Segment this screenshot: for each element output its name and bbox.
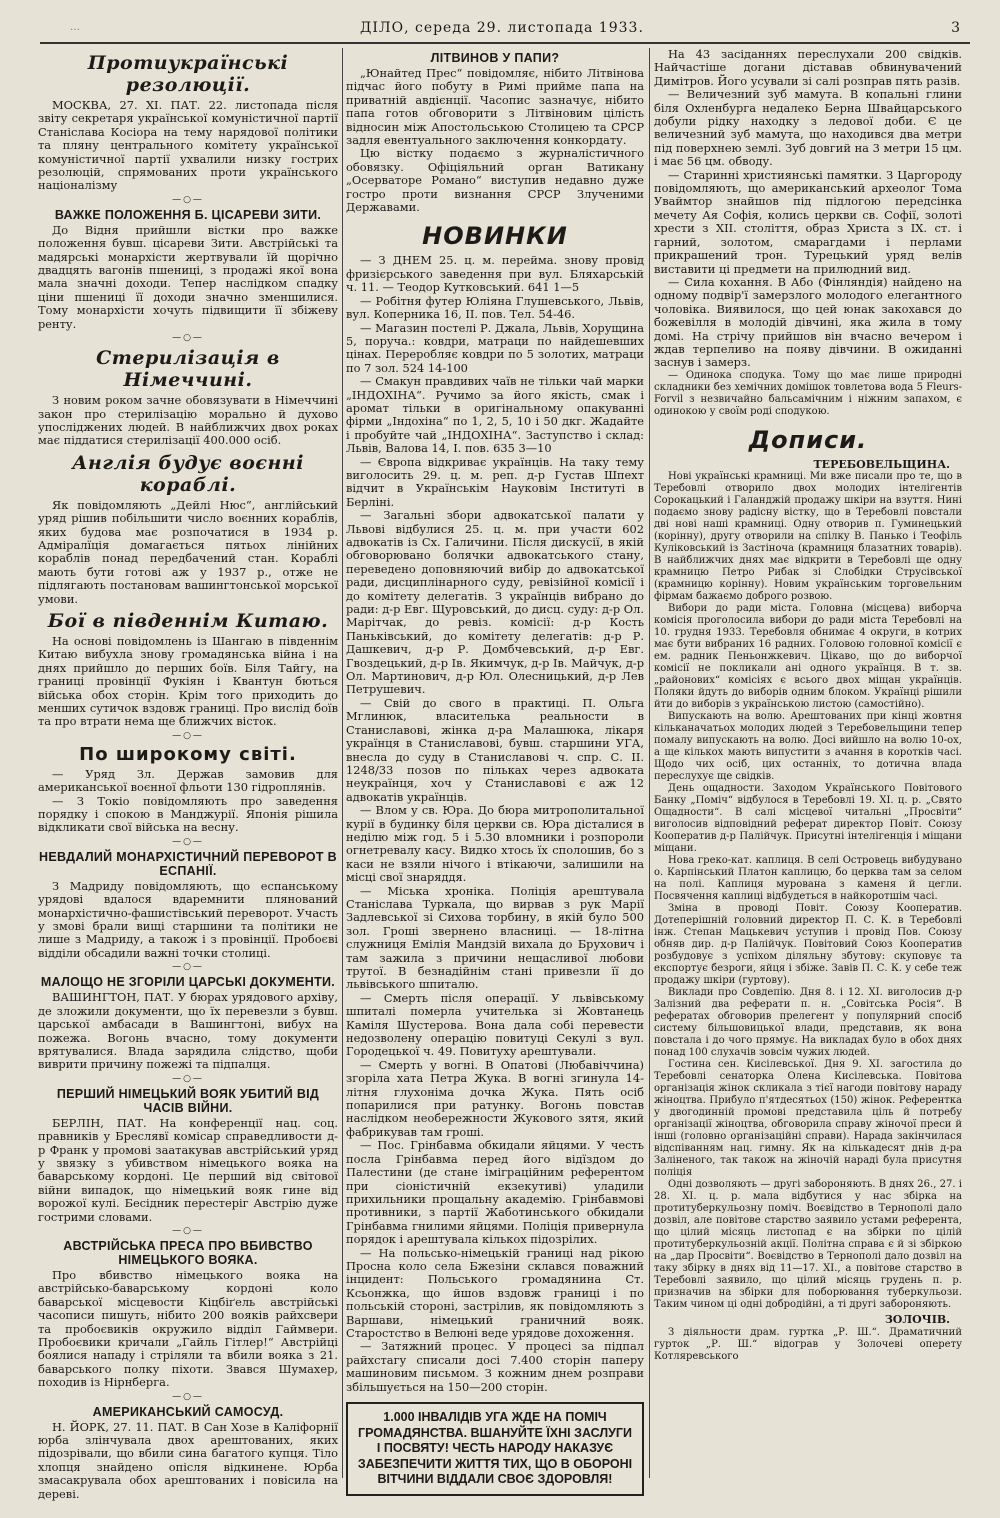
list-item: Гостина сен. Кисілевської. Дня 9. XI. загостила до Теребовлі сенаторка Олена Кисілевська. Повітова організація жінок скликала з тієї нагоди повітову нараду жіноцтва. Прибуло п'ятдесятьох (150) жінок. Референтка у двогодинній промові представила ціль й потребу організації жіноцтва, обговорила справу жіночої преси й інші (головно організаційні справи). Нарада закінчилася відспіванням нац. гимну. Як на кількадесят днів д-ра Заліненого, так також на жіночій нараді була присутня поліція [654,1059,962,1179]
list-item: — Свій до свого в практиці. П. Ольга Мглинюк, власителька реальности в Станиславові, жінка д-ра Малашюка, лікаря українця в Станиславові, бувш. старшини УГА, внесла до суду в Станиславові ч. спр. С. II. 1248/33 позов по пільках через адвоката неукраїнця, хоч у Станиславові є аж 12 адвокатів українців. [346,695,644,804]
list-item: Одні дозволяють — другі забороняють. В днях 26., 27. і 28. XI. ц. р. мала відбутися у нас збірка на протитуберкульозну поміч. Воєвідство в Тернополі дало дозвіл, але повітове старство заявило устами референта, що цілий місяць листопад є на збірки по цілій протитуберкульозній акції. Політна справа є й зі збіркою на „дар Просвіти“. Воєвідство в Тернополі дало дозвіл на таку збірку в днях від 11—17. XI., а повітове старство в Теребовлі заявило, що цілий місяць грудень п. р. призначив на збірки для поборювання туберкульози. Таким чином ці одні добродійні, а ті другі забороняють. [654,1179,962,1311]
list-item: Нова греко-кат. каплиця. В селі Островець вибудувано о. Карпінський Платон каплицю, бо церква там за селом на полі. Каплиця мурована з каменя й цегли. Посвячення каплиці відбудеться в найкоротшім часі. [654,855,962,903]
headline: По широкому світі. [79,743,297,765]
advertisement: — Одинока сподука. Тому що має лише природні складники без хемічних домішок товлетова вода 5 Fleurs-Forvil з незвичайно бальсамічним і ніжним запахом, є одинокою у своїм роді сподукою. [654,369,962,417]
headline: Протиукраїнські резолюції. [87,52,289,96]
list-item: — Величезний зуб мамута. В копальні глини біля Охленбурга недалеко Берна Швайцарського добули рідку находку з ледової доби. Є це величезний зуб мамута, що находився два метри під поверхнею землі. Зуб довгий на 3 метри 15 цм. і має 56 цм. обводу. [654,87,962,169]
dateline: ТЕРЕБОВЕЛЬЩИНА. [813,457,950,471]
list-item: — Влом у св. Юра. До бюра митрополитальної курії в будинку біля церкви св. Юра дісталися в неділю між год. 5 і 5.30 вломники і розпороли огнетревалу касу. Видко хтось їх сполошив, бо з каси не взяли нічого і втікаючи, залишили на місці свої знаряддя. [346,803,644,885]
news-list [654,88,962,370]
news-list [346,254,644,1394]
list-item: — Смакун правдивих чаїв не тільки чай марки „ІНДОХІНА“. Ручимо за його якість, смак і аромат тільки в оригінальному опакуванні фірми „Індохіна“ по 1, 2, 5, 10 і 50 дкг. Жадайте і пробуйте чай „ІНДОХІНА“. Заступство і склад: Львів, Валова 14, І. пов. 635 3—10 [346,374,644,456]
article-body: ВАШИНГТОН, ПАТ. У бюрах урядового архіву, де зложили документи, що їх перевезли з бувш. царської амбасади в Вашингтоні, вибух на пожежа. Вогонь вчасно, тому документи врятувалися. Влада зарядила слідство, щоби виврити причину пожежі та підпалця. [38,990,338,1072]
list-item: — Міська хроніка. Поліція арештувала Станіслава Туркала, що вирвав з рук Марії Задлевської зі Сихова торбину, в якій було 500 зол. Гроші звернено власниці. — 18-літна служниця Емілія Мандзій вихала до Брухович і там зажила з причини нещасливої любови трутої. В безнадійнім стані привезли її до львівського шпиталю. [346,883,644,992]
article-body: На 43 засіданнях переслухали 200 свідків. Найчастіше догани діставав обвинувачений Димітров. Його усували зі салі розправ пять разів. [654,47,962,88]
separator: —○— [172,1225,204,1236]
article-body: Цю вістку подаємо з журналістичного обовязку. Офіціяльний орган Ватикану „Осерваторе Романо“ виступив недавно дуже гостро проти визнання СРСР Злученими Державами. [346,146,644,215]
page-number: 3 [951,20,960,36]
column-rule [342,48,343,1478]
headline: Англія будує воєнні кораблі. [72,451,304,496]
article-body: З Мадриду повідомляють, що еспанському урядові вдалося вдаремнити плянований монархістично-фашистівський переворот. Участь у змові брали вищі старшини та політики не лише з Мадриду, а також і з провінції. Пробоєві відділи обсадили важні точки столиці. [38,878,338,960]
article-body: З діяльности драм. гуртка „Р. Ш.“. Драматичний гурток „Р. Ш.“ відограв у Золочеві оперету Котляревського [654,1326,962,1362]
list-item: Нові українські крамниці. Ми вже писали про те, що в Теребовлі отворило двох молодих інтелігентів Сорокацький і Галанджій продажу шкіри на взуття. Нині подаємо знову радісну вістку, що в Теребовлі повстали дві нові наші крамниці. Одну отворив п. Гуминецький (корінну), другу отворили на спілку В. Панько і Теофіль Куліковський із Застіноча (крамниця блазатних товарів). В найближчих днях має відкрити в Теребовлі ще одну крамницю Петро Рибак зі Слобідки Струсівської (крамницю корінну). Новим українським торговельним фірмам бажаємо доброго розвою. [654,471,962,603]
appeal-box: 1.000 ІНВАЛІДІВ УГА ЖДЕ НА ПОМІЧ ГРОМАДЯНСТВА. ВШАНУЙТЕ ЇХНІ ЗАСЛУГИ І ПОСВЯТУ! ЧЕСТЬ НАРОДУ НАКАЗУЄ ЗАБЕЗПЕЧИТИ ЖИТТЯ ТИХ, ЩО В ОБОРОНІ ВІТЧИНИ ВІДДАЛИ СВОЄ ЗДОРОВЛЯ! [346,1402,644,1496]
list-item: — Затяжний процес. У процесі за підпал райхстагу списали досі 7.400 сторін паперу машиновим письмом. З кожним днем розправи збільшується на 150—200 сторін. [346,1339,644,1394]
list-item: — Смерть у вогні. В Опатові (Любавіччина) згоріла хата Петра Жука. В вогні згинула 14-літня глухоніма дочка Жука. Пять осіб попарилися при ратунку. Вогонь повстав наслідком необережности Жукового зятя, який фабрикував там гроші. [346,1057,644,1139]
column-2 [346,48,644,1488]
headline: АМЕРИКАНСЬКИЙ САМОСУД. [92,1404,284,1419]
separator: —○— [172,1391,204,1402]
article-body: Про вбивство німецького вояка на австрійсько-баварському кордоні коло баварської місцевости Кіцбіґель австрійські часописи пишуть, нібито 200 вояків райхсвери та пробоєвиків окружило відділ Гаймвери. Пробоєвики кричали „Гайль Гітлер!“ Австрійці боялися нападу і стріляли та вбили вояка з 21. баварського полку піхоти. Звався Шумахер, походив із Нірнберга. [38,1267,338,1390]
section-title: НОВИНКИ [422,222,568,251]
article-body: Н. ЙОРК, 27. 11. ПАТ. В Сан Хозе в Каліфорнії юрба злінчувала двох арештованих, яких підозрівали, що вбили сина багатого купця. Тіло хлопця знайдено опісля відкинене. Юрба змасакрувала обох арештованих і повісила на дереві. [38,1419,338,1501]
masthead [40,14,970,44]
dateline: ЗОЛОЧІВ. [884,1313,950,1327]
section-title: Дописи. [748,425,868,454]
headline: ВАЖКЕ ПОЛОЖЕННЯ Б. ЦІСАРЕВИ ЗИТИ. [54,207,322,222]
correspondence-list [654,471,962,1311]
headline: Стерилізація в Німеччині. [96,347,280,392]
separator: —○— [172,730,204,741]
headline: Бої в південнім Китаю. [47,609,329,632]
article-body: До Відня прийшли вістки про важке положення бувш. цісареви Зити. Австрійські та мадярські монархісти жертвували їй щорічно двадцять вагонів пшениці, з продажі якої вона мала значні доходи. Тепер наслідком спадку ціни пшениці її доходи значно зменшилися. Тому монархісти хочуть підвищити її збіжеву ренту. [38,222,338,331]
separator: —○— [172,836,204,847]
list-item: — Європа відкриває українців. На таку тему виголосить 29. ц. м. реп. д-р Густав Шпехт відчит в Українськім Науковім Інституті в Берліні. [346,454,644,509]
headline: НЕВДАЛИЙ МОНАРХІСТИЧНИЙ ПЕРЕВОРОТ В ЕСПАНІЇ. [39,849,337,878]
masthead-left: … [70,22,80,33]
article-body: — Уряд Зл. Держав замовив для американської воєнної фльоти 130 гідроплянів. [38,766,338,795]
list-item: — На польсько-німецькій границі над рікою Просна коло села Бжезіни склався поважний інцидент: Польського громадянина Ст. Ксьонжка, що йшов вздовж границі і по польській стороні, застрілив, як повідомляють з Варшави, німецький граничний вояк. Старостство в Велюні веде урядове дохоження. [346,1245,644,1340]
list-item: Вибори до ради міста. Головна (місцева) виборча комісія проголосила вибори до ради міста Теребовлі на 10. грудня 1933. Теребовля обнимає 4 округи, в котрих має бути вибраних 16 радних. Головою головної комісії є ем. радник Пеньонжкевич. Цікаво, що до виборчої комісії не покликали ані одного українця. В т. зв. „районових“ комісіях є всього двох міщан українців. Поляки йдуть до виборів одним блоком. Українці рішили йти до виборів з українською листою (самостійно). [654,603,962,711]
list-item: — Старинні християнські памятки. З Царгороду повідомляють, що американський археолог Тома Уваймтор знайшов під підлогою передсінка мечету Ая Софія, колись церкви св. Софії, золоті хрести з XII. століття, образ Христа з IX. ст. і гарний, золотом, смарагдами і перлами прикрашений трон. Турецький уряд велів виставити ці предмети на прилюдний вид. [654,167,962,276]
separator: —○— [172,194,204,205]
masthead-title: ДІЛО, середа 29. листопада 1933. [360,20,644,36]
article-body: Як повідомляють „Дейлі Нюс“, англійський уряд рішив побільшити число воєнних кораблів, яких будова має розпочатися в 1934 р. Адміралїція домагається пятьох лінійних кораблів понад передбачений стан. Кораблі мають бути готові аж у 1937 р., отже не підлягають постановам вашингтонської морської умови. [38,497,338,606]
list-item: — Загальні збори адвокатської палати у Львові відбулися 25. ц. м. при участи 602 адвокатів із Сх. Галичини. Після дискусії, в якій обговорювано болячки адвокатського стану, переведено доповняючий вибір до адвокатської ради, дисциплінарного суду, ревізійної комісії і до комітету делегатів. З українців вибрано до ради: д-р Евг. Щуровський, до дисц. суду: д-р Ол. Марітчак, до ревіз. комісії: д-р Кость Паньківський, до комітету делегатів: д-р Р. Дашкевич, д-р Р. Домбчевський, д-р Евг. Гвоздецький, д-р Ів. Якимчук, д-р Ів. Майчук, д-р Ол. Мартинович, д-р Юл. Олесницький, д-р Лев Петрушевич. [346,508,644,697]
article-body: БЕРЛІН, ПАТ. На конференції нац. соц. правників у Бреслявї комісар справедливости д-р Франк у промові заатакував австрійський уряд у звязку з убивством німецького вояка на баварському кордоні. Це перший від світової війни випадок, що німецький вояк гине від ворожої кулі. Бесідник перестеріг Австрію дуже гострими словами. [38,1115,338,1224]
column-1 [38,48,338,1501]
list-item: — Робітня футер Юліяна Глушевського, Львів, вул. Коперника 16, II. пов. Тел. 54-46. [346,293,644,322]
headline: ПЕРШИЙ НІМЕЦЬКИЙ ВОЯК УБИТИЙ ВІД ЧАСІВ ВІЙНИ. [56,1086,320,1115]
column-rule [649,48,650,1478]
column-3 [654,48,962,1488]
article-body: МОСКВА, 27. ХІ. ПАТ. 22. листопада після звіту секретаря української комуністичної партії Станіслава Косіора на тему нарядової політики та пляну центрального комітету української комуністичної партії ухвалили низку гострих резолюцій, спрямованих проти українського націоналізму [38,98,338,193]
separator: —○— [172,1073,204,1084]
article-body: „Юнайтед Прес“ повідомляє, нібито Літвінова підчас його побуту в Римі прийме папа на приватній авдієнції. Часопис зазначує, нібито папа готов обговорити з Літвіновим цілість відносин між Апостольською Столицею та СРСР задля евентуального заключення конкордату. [346,66,644,148]
headline: АВСТРІЙСЬКА ПРЕСА ПРО ВБИВСТВО НІМЕЦЬКОГО ВОЯКА. [63,1238,313,1267]
list-item: — Пос. Грінбавма обкидали яйцями. У честь посла Грінбавма перед його відїздом до Палестини (де стане іміграційним референтом при сіоністичній екзекутиві) уладили прихильники прощальну академію. Грінбавмові противники, з партії Жаботинського обкидали Грінбавма гнилими яйцями. Поліція привернула порядок і арештувала кількох підозрілих. [346,1138,644,1247]
list-item: — Сила кохання. В Або (Фінляндія) найдено на одному подвір'ї замерзлого молодого елегантного чоловіка. Виявилося, що цей юнак закохався до божевілля в молодій дівчині, яка жила в тому домі. На стрічу прийшов він вчасно вечером і ждав терпеливо на появу дівчини. В ожиданні заснув і замерз. [654,274,962,370]
article-body: З новим роком зачне обовязувати в Німеччині закон про стерилізацію морально й духово упосліджених людей. В найближчих двох роках має піддатися стерилізації 400.000 осіб. [38,393,338,448]
article-body: — З Токіо повідомляють про заведення порядку і спокою в Манджурії. Японія рішила відкликати свої війська на весну. [38,793,338,835]
list-item: День ощадности. Заходом Українського Повітового Банку „Поміч“ відбулося в Теребовлі 19. XI. ц. р. „Свято Ощадности“. В салі місцевої читальні „Просвіти“ виголосив відповідний реферат директор Повіт. Союзу Кооператив д-р Палійчук. Присутні інтелігенція і міщани міщани. [654,783,962,855]
list-item: — Магазин постелі Р. Джала, Львів, Хорущина 5, поруча.: ковдри, матраци по найдешевших цінах. Переробляє ковдри по 5 золотих, матраци по 7 зол. 524 14-100 [346,320,644,375]
headline: МАЛОЩО НЕ ЗГОРІЛИ ЦАРСЬКІ ДОКУМЕНТИ. [40,975,336,990]
separator: —○— [172,962,204,973]
list-item: — З ДНЕМ 25. ц. м. перейма. знову провід фризієрського заведення при вул. Бляхарській ч. 11. — Теодор Кутковський. 641 1—5 [346,253,644,295]
separator: —○— [172,333,204,344]
headline: ЛІТВИНОВ У ПАПИ? [430,51,560,65]
list-item: Виклади про Совдепію. Дня 8. і 12. XI. виголосив д-р Залізний два реферати п. н. „Совітська Росія“. В рефератах обговорив прелегент у популярний спосіб систему більшовицької влади, представив, як вона повстала і до чого прямує. На викладах було в обох днях понад 100 слухачів зовсім чужих людей. [654,987,962,1059]
list-item: — Смерть після операції. У львівському шпиталі померла учителька зі Жовтанець Каміля Шустерова. Вона дала собі перевести недозволену операцію повитуці Секулі з вул. Городецької ч. 49. Повитуху арештували. [346,990,644,1059]
article-body: На основі повідомлень із Шангаю в південнім Китаю вибухла знову громадянська війна і на днях прийшло до перших боїв. Біля Тайгу, на границі провінції Фукіян і Квантун бються війська обох сторін. Крім того приходить до менших сутичок вздовж границі. Про вислід боїв та про втрати нема ще ближчих вісток. [38,633,338,729]
list-item: Випускають на волю. Арештованих при кінці жовтня кільканачатьох молодих людей з Теребовельщини тепер помалу випускають на волю. Досі вийшло на волю 10-ох, а ще кількох мають випустити з ачання в коротків часі. Щодо чих осіб, цих останніх, то дотична влада переслухує ще свідків. [654,711,962,783]
list-item: Зміна в проводі Повіт. Союзу Кооператив. Дотеперішній головний директор П. С. К. в Теребовлі інж. Степан Мацькевич уступив і провід Пов. Союзу обняв дир. д-р Палійчук. Повітовий Союз Кооператив розбудовує з успіхом діляльну збутову: скуповує та експортує безроги, яйця і збіже. Завів П. С. К. у себе теж продажу шкіри (гуртову). [654,903,962,987]
